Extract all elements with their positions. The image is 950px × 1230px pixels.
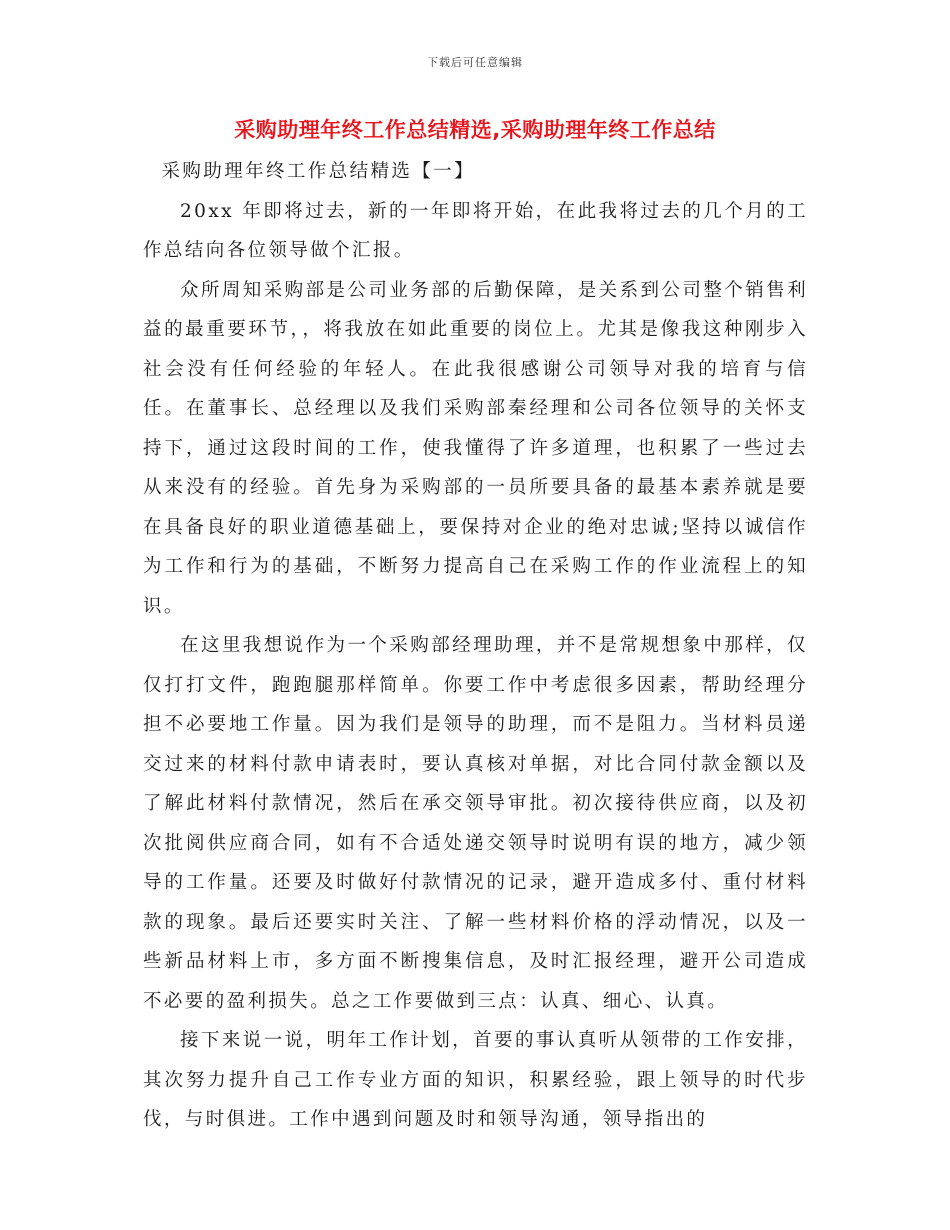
paragraph-assistant-duties: 在这里我想说作为一个采购部经理助理，并不是常规想象中那样，仅仅打打文件，跑跑腿那样简单。你要工作中考虑很多因素，帮助经理分担不必要地工作量。因为我们是领导的助理，而不是阻力。当材料员递交过来的材料付款申请表时，要认真核对单据，对比合同付款金额以及了解此材料付款情况，然后在承交领导审批。初次接待供应商，以及初次批阅供应商合同，如有不合适处递交领导时说明有误的地方，减少领导的工作量。还要及时做好付款情况的记录，避开造成多付、重付材料款的现象。最后还要实时关注、了解一些材料价格的浮动情况，以及一些新品材料上市，多方面不断搜集信息，及时汇报经理，避开公司造成不必要的盈利损失。总之工作要做到三点：认真、细心、认真。 [143, 635, 808, 1012]
document-body [143, 152, 808, 1140]
document-title: 采购助理年终工作总结精选,采购助理年终工作总结 [234, 118, 716, 142]
header-note: 下载后可任意编辑 [427, 56, 523, 69]
section-heading: 采购助理年终工作总结精选【一】 [161, 161, 476, 182]
paragraph-intro: 20xx 年即将过去，新的一年即将开始，在此我将过去的几个月的工作总结向各位领导做个汇报。 [143, 200, 808, 261]
paragraph-department-role: 众所周知采购部是公司业务部的后勤保障，是关系到公司整个销售利益的最重要环节，，将我放在如此重要的岗位上。尤其是像我这种刚步入社会没有任何经验的年轻人。在此我很感谢公司领导对我的培育与信任。在董事长、总经理以及我们采购部秦经理和公司各位领导的关怀支持下，通过这段时间的工作，使我懂得了许多道理，也积累了一些过去从来没有的经验。首先身为采购部的一员所要具备的最基本素养就是要在具备良好的职业道德基础上，要保持对企业的绝对忠诚;坚持以诚信作为工作和行为的基础，不断努力提高自己在采购工作的作业流程上的知识。 [143, 279, 808, 617]
paragraph-next-year-plan: 接下来说一说，明年工作计划，首要的事认真听从领带的工作安排，其次努力提升自己工作专业方面的知识，积累经验，跟上领导的时代步伐，与时俱进。工作中遇到问题及时和领导沟通，领导指出的 [143, 1030, 808, 1130]
